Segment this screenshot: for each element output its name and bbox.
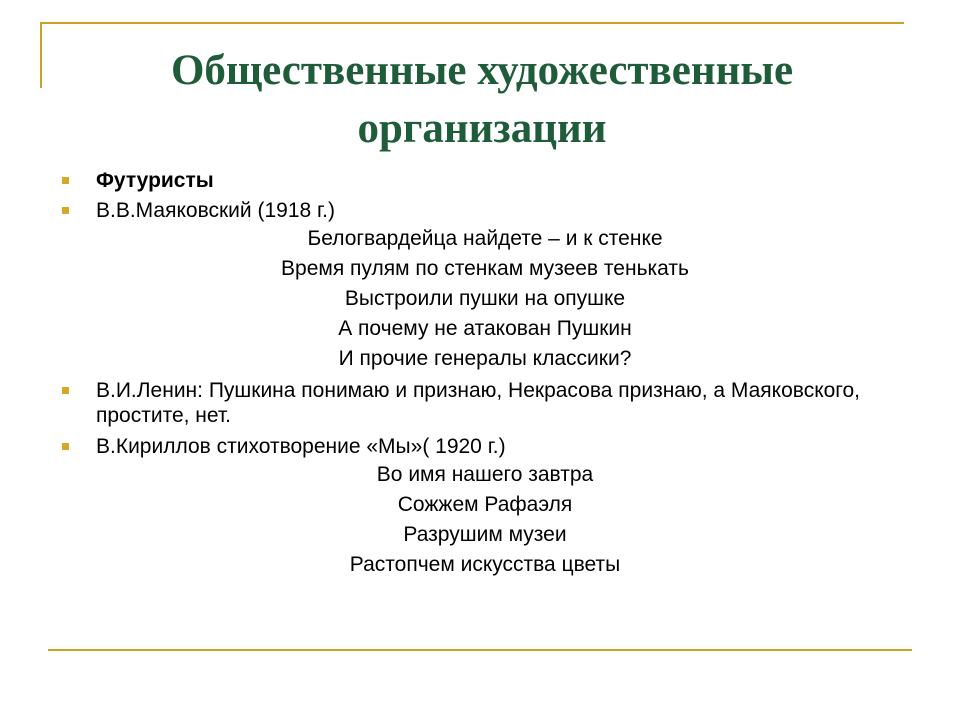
bullet-text: В.В.Маяковский (1918 г.) [96,199,335,222]
frame-left-line [40,22,42,88]
frame-top-line [40,22,904,24]
verse-line: Разрушим музеи [403,523,567,546]
slide-body [60,168,910,580]
verse-line: Сожжем Рафаэля [397,493,573,516]
bullet-square-icon [62,443,69,450]
verse-line: Время пулям по стенкам музеев тенькать [281,257,689,280]
bullet-text: В.Кириллов стихотворение «Мы»( 1920 г.) [96,435,506,458]
bullet-mayakovsky [60,198,910,223]
bullet-kirillov [60,434,910,459]
verse-line: Во имя нашего завтра [376,463,594,486]
verse-line: Белогвардейца найдете – и к стенке [307,227,663,250]
verse-line: И прочие генералы классики? [338,347,632,370]
bullet-square-icon [62,207,69,214]
verse-line: Растопчем искусства цветы [349,553,621,576]
bullet-lenin [60,378,910,428]
verse-kirillov [60,460,910,580]
verse-mayakovsky [60,224,910,374]
frame-bottom-line [48,649,912,651]
bullet-text: В.И.Ленин: Пушкина понимаю и признаю, Некрасова признаю, а Маяковского, простите, нет. [96,379,861,427]
bullet-square-icon [62,177,69,184]
bullet-text: Футуристы [96,169,214,192]
bullet-futurists [60,168,910,193]
verse-line: А почему не атакован Пушкин [338,317,632,340]
slide-title: Общественные художественные организации [170,47,794,152]
verse-line: Выстроили пушки на опушке [344,287,626,310]
bullet-square-icon [62,387,69,394]
